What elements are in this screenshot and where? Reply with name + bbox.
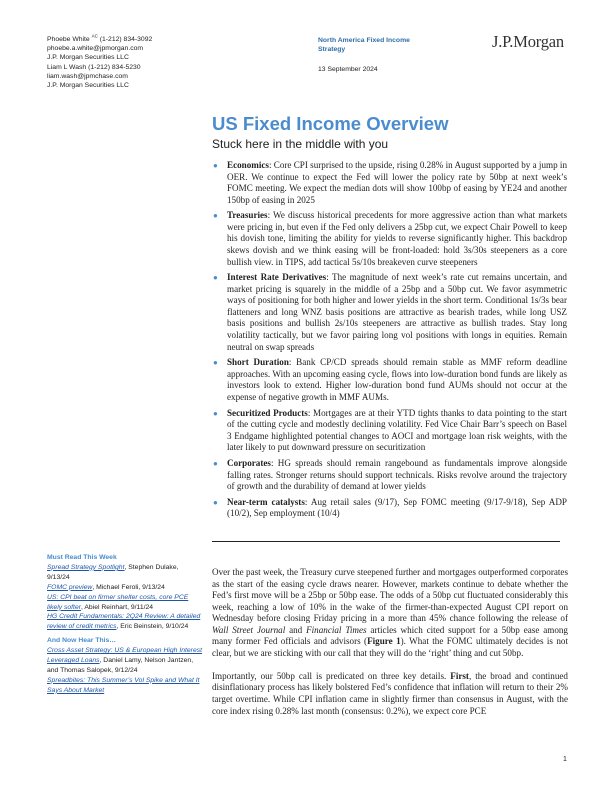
bullet-text: : The magnitude of next week’s rate cut remains uncertain, and market pricing is squarely in the middle of a 25bp and a 50bp cut. We favor asymmetric ways of positioning for both higher and lower yields in the short term. Conditional 1s/3s bear flatteners and long WNZ basis positions are attractive as bearish trades, while long USZ basis positions and bullish 2s/10s steepeners are attractive as bullish trades. Stay long volatility tactically, but we favor pairing long vol positions with longs in equities. Remain neutral on swap spreads xyxy=(227,272,567,352)
bullet-short-duration xyxy=(212,357,567,403)
summary-bullet-list xyxy=(212,160,567,524)
bullet-dot-icon: ● xyxy=(213,161,218,170)
bullet-label: Corporates xyxy=(227,458,271,469)
contact-firm: J.P. Morgan Securities LLC xyxy=(47,82,129,90)
contact-name: Liam L Wash xyxy=(47,63,87,71)
bullet-text: : We discuss historical precedents for more aggressive action than what markets were pricing in, but even if the Fed only delivers a 25bp cut, we expect Chair Powell to keep his dovish tone, limiting the ability for yields to reverse significantly higher. This backdrop skews dovish and we think easing will be front-loaded: hold 3s/30s steepeners as a core bullish view. in TIPS, add tactical 5s/10s breakeven curve steepeners xyxy=(227,210,567,267)
bullet-dot-icon: ● xyxy=(213,358,218,368)
bullet-dot-icon: ● xyxy=(213,497,218,507)
page-number: 1 xyxy=(563,756,567,763)
reading-meta: , Eric Beinstein, 9/10/24 xyxy=(116,623,189,631)
body-text: Importantly, our 50bp call is predicated on three key details. xyxy=(212,670,451,681)
contact-2 xyxy=(47,63,247,91)
body-text: and xyxy=(285,624,307,635)
reading-link[interactable]: US: CPI beat on firmer shelter costs, core PCE likely softer xyxy=(47,593,189,611)
page-title: US Fixed Income Overview xyxy=(212,113,449,134)
bullet-text: : Mortgages are at their YTD tights thanks to data pointing to the start of the cutting cycle and modestly declining volatility. Fed Vice Chair Barr’s speech on Basel 3 Endgame highlighted potential changes to AOCI and mortgage loan risk weights, with the later likely to put downward pressure on securitization xyxy=(227,407,568,453)
section-divider xyxy=(212,541,560,542)
body-text: articles which cited support for a 50bp ease among many former Fed officials and advisors ( xyxy=(212,624,568,647)
bullet-dot-icon: ● xyxy=(213,408,218,418)
reading-meta: , Daniel Lamy, Nelson Jantzen, and Thomas Salopek, 9/12/24 xyxy=(47,657,194,674)
body-text: Over the past week, the Treasury curve steepened further and mortgages outperformed corporates as the start of the easing cycle draws nearer. However, markets continue to debate whether the Fed’s first move will be a 25bp or 50bp ease. The odds of a 50bp cut fluctuated considerably this week, reaching a low of 10% in the wake of the firmer-than-expected August CPI report on Wednesday before closing Friday pricing in a more than 45% chance following the release of xyxy=(212,567,568,624)
contact-name: Phoebe White xyxy=(47,36,90,43)
body-text: ). What the FOMC ultimately decides is not clear, but we are sticking with our call that they will do the ‘right’ thing and cut 50bp. xyxy=(212,636,568,658)
bullet-label: Treasuries xyxy=(227,210,268,221)
bullet-corporates xyxy=(212,458,567,493)
series-line-2: Strategy xyxy=(318,46,346,54)
report-date: 13 September 2024 xyxy=(318,66,378,73)
reading-link[interactable]: Cross Asset Strategy: US & European High Interest Leveraged Loans xyxy=(47,647,203,665)
contact-email[interactable]: liam.wash@jpmchase.com xyxy=(47,72,128,80)
reading-meta: , Abiel Reinhart, 9/11/24 xyxy=(81,603,154,611)
bullet-label: Near-term catalysts xyxy=(227,496,305,507)
bullet-near-term-catalysts xyxy=(212,497,567,520)
bullet-dot-icon: ● xyxy=(213,273,218,283)
series-line-1: North America Fixed Income xyxy=(318,37,410,44)
publication-name: Wall Street Journal xyxy=(212,624,286,635)
bullet-interest-rate-derivatives xyxy=(212,272,567,353)
bullet-label: Securitized Products xyxy=(227,407,308,418)
article-body xyxy=(212,567,568,729)
contact-1 xyxy=(47,35,247,63)
bullet-securitized-products xyxy=(212,408,567,454)
bullet-label: Interest Rate Derivatives xyxy=(227,272,327,283)
reading-link[interactable]: HG Credit Fundamentals: 2Q24 Review: A detailed review of credit metrics xyxy=(47,613,201,631)
body-paragraph-1 xyxy=(212,567,568,659)
contact-email[interactable]: phoebe.a.white@jpmorgan.com xyxy=(47,45,144,53)
reading-list-item xyxy=(47,676,203,696)
bullet-label: Economics xyxy=(227,160,269,170)
contact-firm: J.P. Morgan Securities LLC xyxy=(47,54,129,62)
bullet-text: : Bank CP/CD spreads should remain stable as MMF reform deadline approaches. With an upcoming easing cycle, flows into low-duration bond funds are likely as investors look to extend. Higher low-duration bond fund AUMs should not occur at the expense of negative growth in MMF AUMs. xyxy=(227,357,567,402)
reading-list-item xyxy=(47,593,203,613)
publication-name: Financial Times xyxy=(306,624,367,635)
reading-list-item xyxy=(47,612,203,632)
analyst-certification-mark: AC xyxy=(91,33,98,39)
bullet-label: Short Duration xyxy=(227,357,289,368)
bullet-text: : Aug retail sales (9/17), Sep FOMC meeting (9/17-9/18), Sep ADP (10/2), Sep employment (10/4) xyxy=(227,496,567,519)
reading-link[interactable]: Spreadbites: This Summer’s Vol Spike and What It Says About Market xyxy=(47,676,200,694)
reading-list-item xyxy=(47,646,203,676)
contact-phone: (1-212) 834-3092 xyxy=(99,36,153,43)
reading-meta: , Stephen Dulake, 9/13/24 xyxy=(47,563,179,581)
bullet-dot-icon: ● xyxy=(213,459,218,469)
author-contacts xyxy=(47,35,247,90)
reading-link[interactable]: Spread Strategy Spotlight xyxy=(47,563,125,571)
reading-list-item xyxy=(47,583,203,593)
bullet-dot-icon: ● xyxy=(213,211,218,221)
contact-phone: (1-212) 834-5230 xyxy=(88,63,141,71)
reading-list-sidebar xyxy=(47,553,203,696)
jpmorgan-logo: J.P.Morgan xyxy=(492,32,564,51)
figure-reference: Figure 1 xyxy=(367,636,401,647)
bullet-economics xyxy=(212,160,567,206)
bullet-treasuries xyxy=(212,210,567,268)
page-subtitle: Stuck here in the middle with you xyxy=(212,137,389,151)
reading-meta: , Michael Feroli, 9/13/24 xyxy=(92,583,165,591)
must-read-heading: Must Read This Week xyxy=(47,554,117,561)
bullet-text: : Core CPI surprised to the upside, rising 0.28% in August supported by a jump in OER. We continue to expect the Fed will lower the policy rate by 50bp at next week’s FOMC meeting. We expect the median dots will show 100bp of easing by YE24 and another 150bp of easing in 2025 xyxy=(227,160,567,205)
reading-list-item xyxy=(47,563,203,583)
emphasis: First xyxy=(450,670,469,681)
now-hear-heading: And Now Hear This… xyxy=(47,637,117,645)
bullet-text: : HG spreads should remain rangebound as fundamentals improve alongside falling rates. Stronger returns should support technicals. Risks revolve around the trajectory of growth and the durability of demand at lower yields xyxy=(227,458,567,492)
report-series xyxy=(318,36,468,54)
reading-link[interactable]: FOMC preview xyxy=(47,583,93,591)
body-text: , the broad and continued disinflationary process has likely bolstered Fed’s confidence that inflation will return to their 2% target overtime. While CPI inflation came in slightly firmer than consensus in August, with the core index rising 0.28% last month (consensus: 0.2%), we expect core PCE xyxy=(212,670,568,716)
body-paragraph-2 xyxy=(212,671,568,717)
